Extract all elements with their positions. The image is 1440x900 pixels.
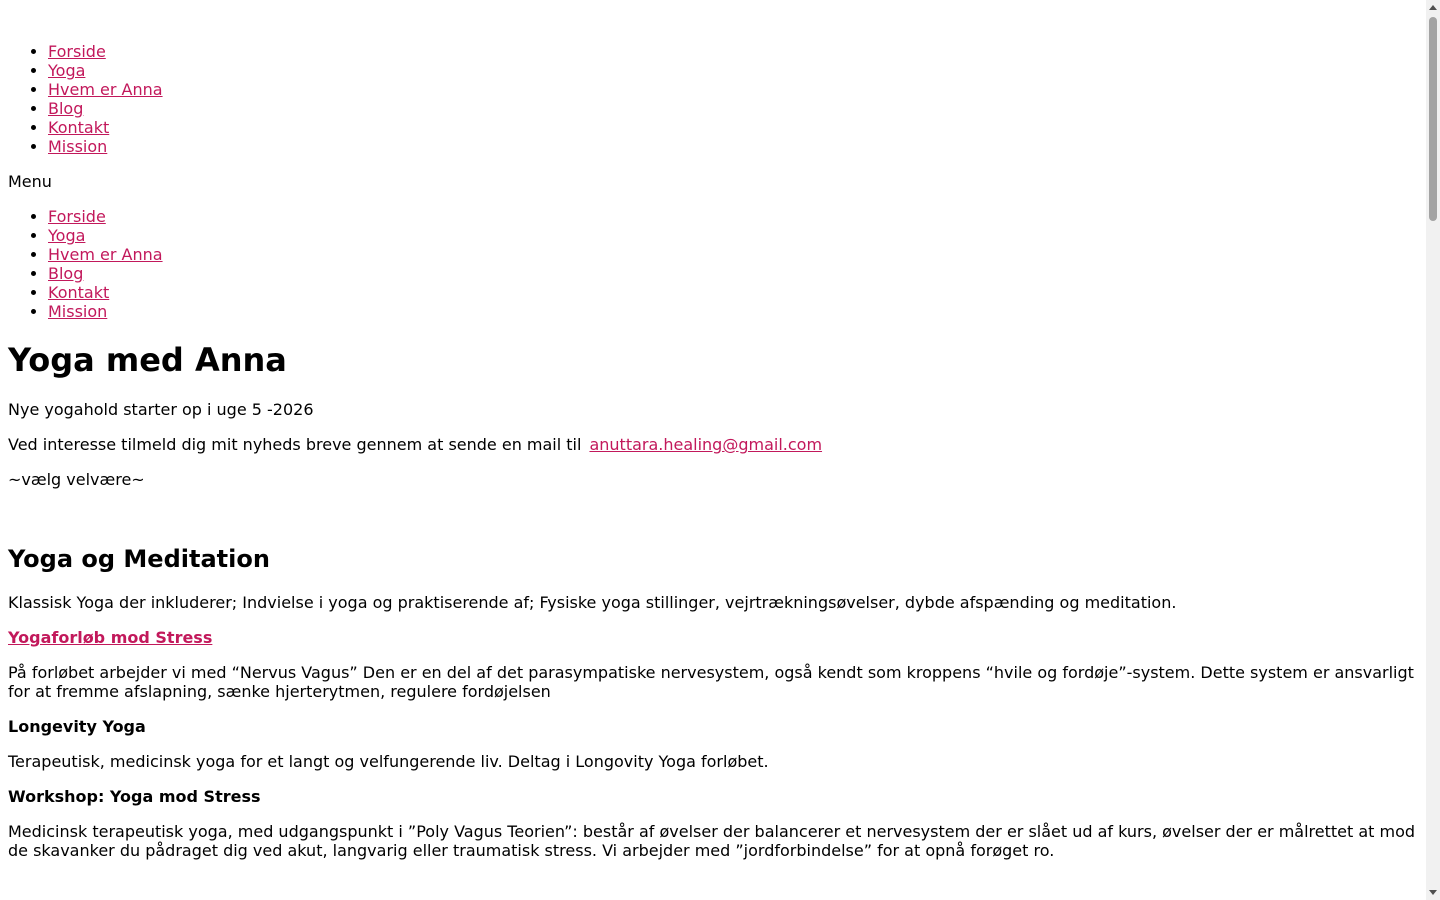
menu-item-kontakt: [48, 283, 1418, 302]
section-intro: Klassisk Yoga der inkluderer; Indvielse i yoga og praktiserende af; Fysiske yoga stillinger, vejrtrækningsøvelser, dybde afspænding og meditation.: [8, 593, 1177, 612]
menu-link-kontakt[interactable]: Kontakt: [48, 283, 110, 302]
menu-item-mission: [48, 302, 1418, 321]
email-link[interactable]: anuttara.healing@gmail.com: [589, 435, 823, 454]
menu-item-forside: [48, 207, 1418, 226]
nav-link-kontakt[interactable]: Kontakt: [48, 118, 110, 137]
nav-link-yoga[interactable]: Yoga: [48, 61, 86, 80]
menu-link-yoga[interactable]: Yoga: [48, 226, 86, 245]
stress-course-link[interactable]: Yogaforløb mod Stress: [8, 628, 213, 647]
scroll-up-arrow-icon[interactable]: [1429, 5, 1437, 10]
workshop-title: Workshop: Yoga mod Stress: [8, 787, 261, 806]
nav-link-hvem-er-anna[interactable]: Hvem er Anna: [48, 80, 163, 99]
workshop-text: Medicinsk terapeutisk yoga, med udgangspunkt i ”Poly Vagus Teorien”: består af øvelser der balancerer et nervesystem der er slået ud af kurs, øvelser der er målrettet at mod de skavanker du pådraget dig ved akut, langvarig eller traumatisk stress. Vi arbejder med ”jordforbindelse” for at opnå forøget ro.: [8, 822, 1416, 860]
nav-item-kontakt: [48, 118, 1418, 137]
tagline: ~vælg velvære~: [8, 470, 145, 489]
scroll-down-arrow-icon[interactable]: [1429, 890, 1437, 895]
interest-paragraph: [8, 435, 1418, 454]
menu-toggle[interactable]: Menu: [8, 172, 52, 191]
nav-link-forside[interactable]: Forside: [48, 42, 106, 61]
menu-link-forside[interactable]: Forside: [48, 207, 106, 226]
menu-link-blog[interactable]: Blog: [48, 264, 84, 283]
nav-item-blog: [48, 99, 1418, 118]
nav-item-forside: [48, 42, 1418, 61]
stress-course-text: På forløbet arbejder vi med “Nervus Vagus” Den er en del af det parasympatiske nervesystem, også kendt som kroppens “hvile og fordøje”-system. Dette system er ansvarligt for at fremme afslapning, sænke hjerterytmen, regulere fordøjelsen: [8, 663, 1414, 701]
stress-course-paragraph: [8, 628, 1418, 647]
nav-item-hvem-er-anna: [48, 80, 1418, 99]
spacer: [8, 505, 1418, 525]
menu-item-hvem-er-anna: [48, 245, 1418, 264]
menu-item-yoga: [48, 226, 1418, 245]
top-navigation: [8, 0, 1418, 156]
scroll-thumb[interactable]: [1429, 17, 1437, 221]
announcement-text: Nye yogahold starter op i uge 5 -2026: [8, 400, 314, 419]
longevity-text: Terapeutisk, medicinsk yoga for et langt og velfungerende liv. Deltag i Longovity Yoga forløbet.: [8, 752, 769, 771]
menu-link-hvem-er-anna[interactable]: Hvem er Anna: [48, 245, 163, 264]
menu-navigation: [8, 207, 1418, 321]
menu-item-blog: [48, 264, 1418, 283]
vertical-scrollbar[interactable]: [1426, 0, 1440, 900]
nav-item-yoga: [48, 61, 1418, 80]
nav-link-blog[interactable]: Blog: [48, 99, 84, 118]
interest-text: Ved interesse tilmeld dig mit nyheds breve gennem at sende en mail til: [8, 435, 582, 454]
nav-item-mission: [48, 137, 1418, 156]
longevity-title: Longevity Yoga: [8, 717, 146, 736]
nav-link-mission[interactable]: Mission: [48, 137, 108, 156]
page-title: Yoga med Anna: [8, 341, 287, 379]
menu-link-mission[interactable]: Mission: [48, 302, 108, 321]
section-title: Yoga og Meditation: [8, 545, 270, 573]
